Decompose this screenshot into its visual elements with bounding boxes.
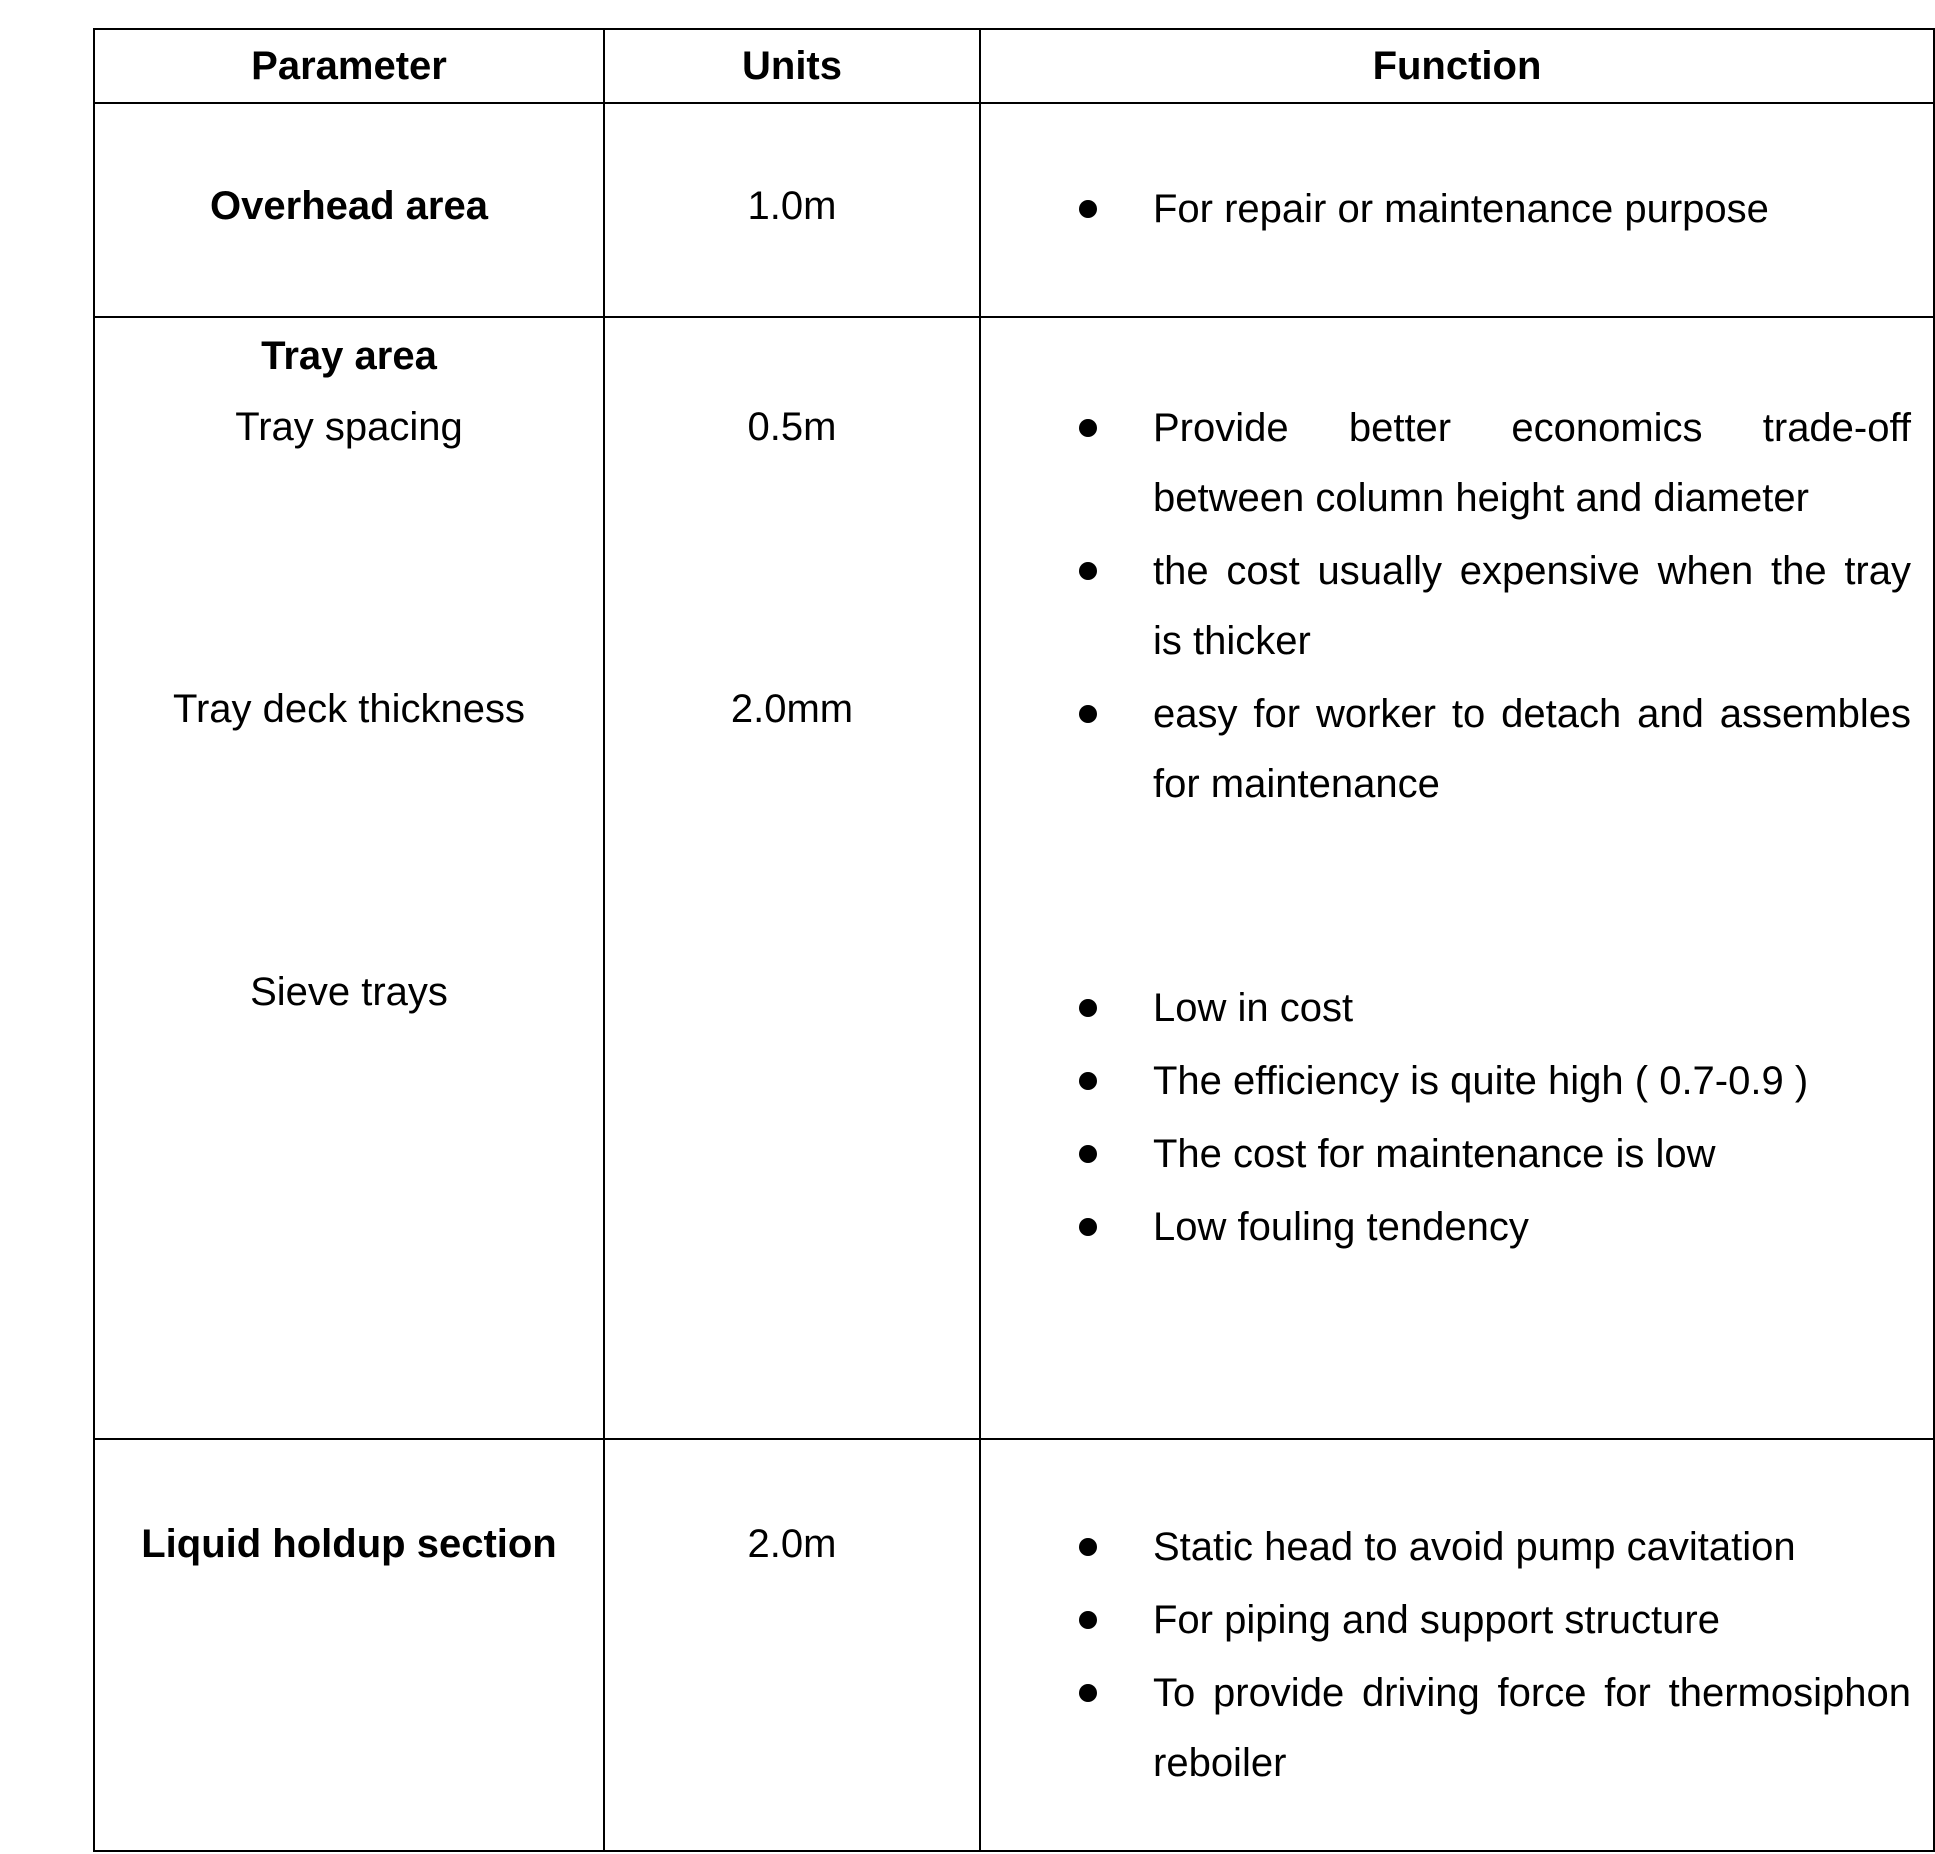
parameter-table (93, 28, 1935, 1852)
list-item: For piping and support structure (981, 1585, 1933, 1655)
bullet-icon (1079, 999, 1097, 1017)
bullet-icon (1079, 1145, 1097, 1163)
parameter-cell (94, 103, 604, 317)
function-list (981, 1512, 1933, 1801)
section-title-tray-area: Tray area (261, 334, 437, 378)
header-parameter: Parameter (94, 29, 604, 103)
function-cell (980, 317, 1934, 1439)
bullet-icon (1079, 1611, 1097, 1629)
table-header-row (94, 29, 1934, 103)
bullet-icon (1079, 1684, 1097, 1702)
list-item: Low fouling tendency (981, 1192, 1933, 1262)
table-row (94, 317, 1934, 1439)
parameter-cell (94, 317, 604, 1439)
function-list (981, 174, 1933, 247)
parameter-cell (94, 1439, 604, 1851)
table-row (94, 1439, 1934, 1851)
units-cell (604, 103, 980, 317)
list-item: Low in cost (981, 973, 1933, 1043)
parameter-tray-deck-thickness: Tray deck thickness (173, 687, 525, 731)
list-item: easy for worker to detach and assembles for maintenance (981, 679, 1933, 819)
units-liquid-holdup-section: 2.0m (747, 1522, 837, 1566)
bullet-icon (1079, 200, 1097, 218)
function-list (981, 393, 1933, 822)
bullet-icon (1079, 1072, 1097, 1090)
units-tray-spacing: 0.5m (747, 405, 837, 449)
function-cell (980, 1439, 1934, 1851)
table-row (94, 103, 1934, 317)
header-units: Units (604, 29, 980, 103)
units-overhead-area: 1.0m (747, 184, 837, 228)
units-cell (604, 1439, 980, 1851)
list-item: The efficiency is quite high ( 0.7-0.9 ) (981, 1046, 1933, 1116)
list-item: To provide driving force for thermosiphon reboiler (981, 1658, 1933, 1798)
bullet-icon (1079, 705, 1097, 723)
bullet-icon (1079, 1218, 1097, 1236)
list-item: The cost for maintenance is low (981, 1119, 1933, 1189)
bullet-icon (1079, 562, 1097, 580)
list-item: the cost usually expensive when the tray is thicker (981, 536, 1933, 676)
list-item: Provide better economics trade-off between column height and diameter (981, 393, 1933, 533)
bullet-icon (1079, 419, 1097, 437)
function-list (981, 973, 1933, 1265)
bullet-icon (1079, 1538, 1097, 1556)
list-item: Static head to avoid pump cavitation (981, 1512, 1933, 1582)
units-tray-deck-thickness: 2.0mm (730, 687, 854, 731)
parameter-overhead-area: Overhead area (210, 184, 488, 228)
parameter-tray-spacing: Tray spacing (235, 405, 463, 449)
parameter-sieve-trays: Sieve trays (250, 970, 448, 1014)
units-cell (604, 317, 980, 1439)
list-item: For repair or maintenance purpose (981, 174, 1933, 244)
function-cell (980, 103, 1934, 317)
header-function: Function (980, 29, 1934, 103)
parameter-liquid-holdup-section: Liquid holdup section (141, 1522, 557, 1566)
